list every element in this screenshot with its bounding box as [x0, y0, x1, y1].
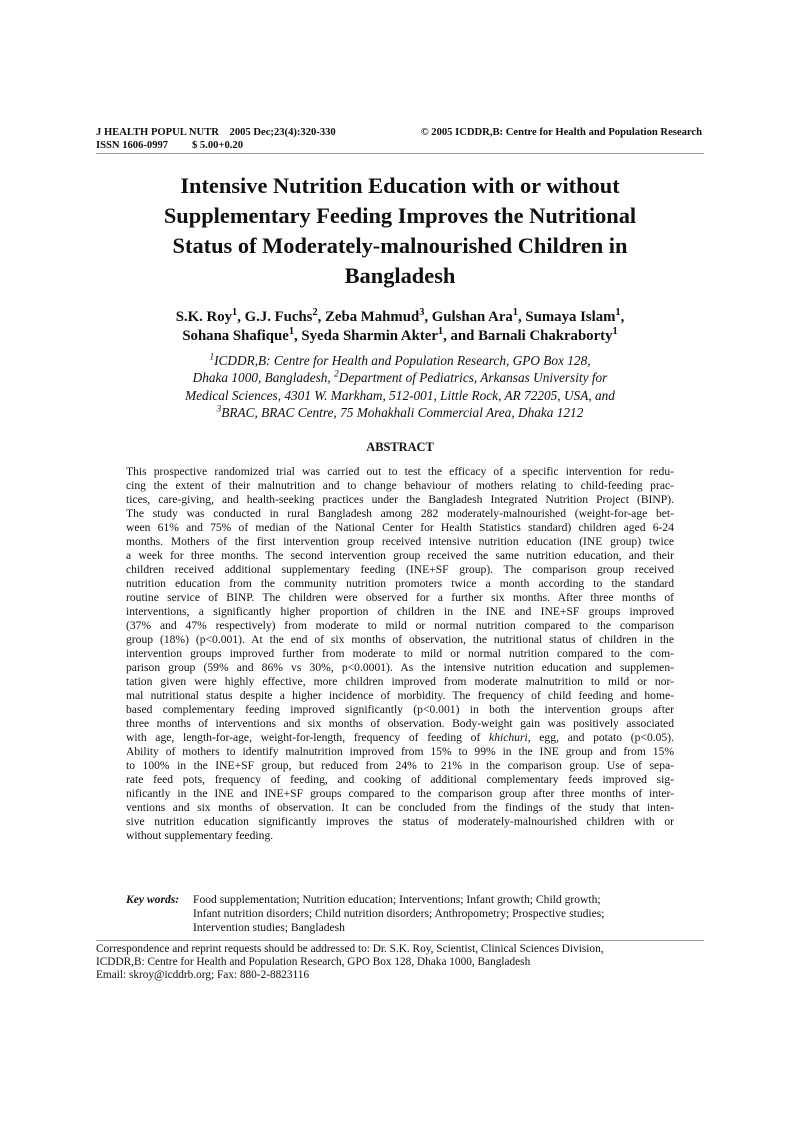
footnote-divider [96, 940, 704, 941]
abstract-line: intervention groups improved further from moderate to mild or normal nutrition compared to the com- [126, 647, 674, 661]
affiliation-mark: 2 [334, 369, 339, 380]
title-line: Status of Moderately-malnourished Children in [172, 233, 628, 258]
abstract-line: parison group (59% and 86% vs 30%, p<0.0001). As the intensive nutrition education and supplemen- [126, 661, 674, 675]
abstract-line: without supplementary feeding. [126, 829, 274, 843]
author-line-2 [100, 327, 700, 346]
author-affiliation-mark: 1 [612, 326, 618, 338]
journal-citation: J HEALTH POPUL NUTR 2005 Dec;23(4):320-330 [96, 127, 336, 138]
abstract-line: routine service of BINP. The children were observed for a further six months. After three months of [126, 591, 674, 605]
abstract-line: ween 61% and 75% of median of the National Center for Health Statistics standard) children aged 6-24 [126, 521, 674, 535]
keywords-line: Intervention studies; Bangladesh [193, 921, 345, 935]
author-separator: , [620, 309, 625, 325]
title-line: Bangladesh [344, 263, 456, 288]
running-header [96, 126, 702, 152]
abstract-line: a week for three months. The second intervention group received the same nutrition education, and their [126, 549, 674, 563]
keywords-colon: : [175, 893, 180, 906]
author-affiliation-mark: 1 [512, 307, 518, 319]
author-name: S.K. Roy [175, 309, 233, 325]
abstract-heading: ABSTRACT [366, 440, 434, 454]
abstract-line: nutrition education from the community nutrition promoters twice a month according to the standard [126, 577, 674, 591]
author-name: Syeda Sharmin Akter [301, 328, 438, 344]
abstract-line: tation given were highly effective, more children improved from moderate malnutrition to mild or nor- [126, 675, 674, 689]
abstract-line: sive nutrition education significantly improves the status of moderately-malnourished children with or [126, 815, 674, 829]
article-title [100, 171, 700, 291]
author-name: Gulshan Ara [431, 309, 513, 325]
keywords-line: Infant nutrition disorders; Child nutrition disorders; Anthropometry; Prospective studies; [193, 907, 605, 921]
abstract-line: The study was conducted in rural Bangladesh among 282 moderately-malnourished (weight-for-age bet- [126, 507, 674, 521]
footnote-line: Correspondence and reprint requests should be addressed to: Dr. S.K. Roy, Scientist, Clinical Sciences Division, [96, 943, 604, 955]
author-separator: , [517, 309, 526, 325]
affiliation-line [100, 369, 700, 386]
affiliation-mark: 3 [216, 404, 222, 415]
author-separator: , [424, 309, 432, 325]
title-line: Supplementary Feeding Improves the Nutritional [163, 203, 637, 228]
affiliations [100, 352, 700, 421]
abstract-line [126, 731, 674, 745]
author-name: Barnali Chakraborty [478, 328, 613, 344]
author-affiliation-mark: 1 [288, 326, 295, 338]
abstract-line: months. Mothers of the first intervention group received intensive nutrition education (INE group) twice [126, 535, 674, 549]
abstract-line: mal nutritional status despite a higher incidence of morbidity. The frequency of child feeding and home- [126, 689, 674, 703]
header-divider [96, 153, 704, 154]
footnote-line: Email: skroy@icddrb.org; Fax: 880-2-8823116 [96, 969, 310, 982]
abstract-line: This prospective randomized trial was carried out to test the efficacy of a specific intervention for redu- [126, 465, 674, 478]
author-affiliation-mark: 3 [419, 307, 425, 319]
affiliation-text: Dhaka 1000, Bangladesh, [192, 370, 335, 386]
affiliation-line [100, 352, 700, 369]
affiliation-line [100, 404, 700, 421]
author-affiliation-mark: 2 [312, 307, 318, 319]
author-separator: , [237, 309, 245, 325]
keywords-label-text: Key words [126, 893, 176, 906]
author-separator: , and [443, 328, 479, 344]
affiliation-text: Department of Pediatrics, Arkansas University for [338, 370, 608, 386]
abstract-line: ventions and six months of observation. It can be concluded from the findings of the study that inten- [126, 801, 674, 815]
author-separator: , [317, 309, 326, 325]
abstract-line: nificantly in the INE and INE+SF groups compared to the comparison group after three months of inter- [126, 787, 674, 801]
abstract-line: interventions, a significantly higher proportion of children in the INE and INE+SF groups improved [126, 605, 674, 619]
author-affiliation-mark: 1 [437, 326, 444, 338]
abstract-line: tices, care-giving, and health-seeking practices under the Bangladesh Integrated Nutrition Project (BINP). [126, 493, 674, 507]
abstract-line: Ability of mothers to identify malnutrition improved from 15% to 99% in the INE group and from 15% [126, 745, 674, 759]
abstract-line: group (18%) (p<0.001). At the end of six months of observation, the nutritional status of children in the [126, 633, 674, 647]
issn-line: ISSN 1606-0997 $ 5.00+0.20 [96, 140, 244, 151]
author-name: Zeba Mahmud [325, 309, 420, 325]
abstract-body [126, 465, 674, 843]
author-name: G.J. Fuchs [244, 309, 313, 325]
author-affiliation-mark: 1 [232, 307, 238, 319]
abstract-line: cing the extent of their malnutrition and to change behaviour of mothers relating to child-feeding prac- [126, 479, 674, 493]
abstract-line: three months of interventions and six months of observation. Body-weight gain was positively associated [126, 717, 674, 731]
abstract-line: children received additional supplementary feeding (INE+SF group). The comparison group received [126, 563, 674, 577]
keywords-line: Food supplementation; Nutrition education; Interventions; Infant growth; Child growth; [193, 893, 601, 906]
affiliation-mark: 1 [209, 352, 215, 363]
abstract-line: to 100% in the INE+SF group, but reduced from 24% to 21% in the comparison group. Use of sepa- [126, 759, 674, 773]
author-affiliation-mark: 1 [615, 307, 621, 319]
abstract-text: , egg, and potato (p<0.05). [527, 731, 674, 745]
affiliation-text: BRAC, BRAC Centre, 75 Mohakhali Commercial Area, Dhaka 1212 [221, 404, 584, 420]
abstract-italic-term: khichuri [489, 731, 528, 745]
abstract-text: with age, length-for-age, weight-for-length, frequency of feeding of [126, 731, 490, 745]
author-list [100, 308, 700, 346]
abstract-line: rate feed pots, frequency of feeding, and cooking of additional complementary feeds improved sig- [126, 773, 674, 787]
correspondence-footnote [96, 943, 706, 983]
author-name: Sumaya Islam [525, 309, 616, 325]
keywords-label [126, 893, 193, 935]
copyright-notice: © 2005 ICDDR,B: Centre for Health and Population Research [420, 127, 702, 138]
author-line-1 [100, 308, 700, 327]
abstract-line: based complementary feeding improved significantly (p<0.001) in both the intervention groups after [126, 703, 674, 717]
running-header-row [96, 126, 702, 139]
footnote-line: ICDDR,B: Centre for Health and Population Research, GPO Box 128, Dhaka 1000, Bangladesh [96, 956, 531, 969]
affiliation-text: ICDDR,B: Centre for Health and Population Research, GPO Box 128, [214, 353, 591, 368]
author-name: Sohana Shafique [182, 328, 289, 344]
abstract-line: (37% and 47% respectively) from moderate to mild or normal nutrition compared to the comparison [126, 619, 674, 633]
affiliation-line: Medical Sciences, 4301 W. Markham, 512-001, Little Rock, AR 72205, USA, and [185, 387, 615, 403]
title-line: Intensive Nutrition Education with or without [180, 173, 620, 198]
keywords [126, 893, 686, 935]
keywords-list [193, 893, 605, 935]
author-separator: , [294, 328, 302, 344]
